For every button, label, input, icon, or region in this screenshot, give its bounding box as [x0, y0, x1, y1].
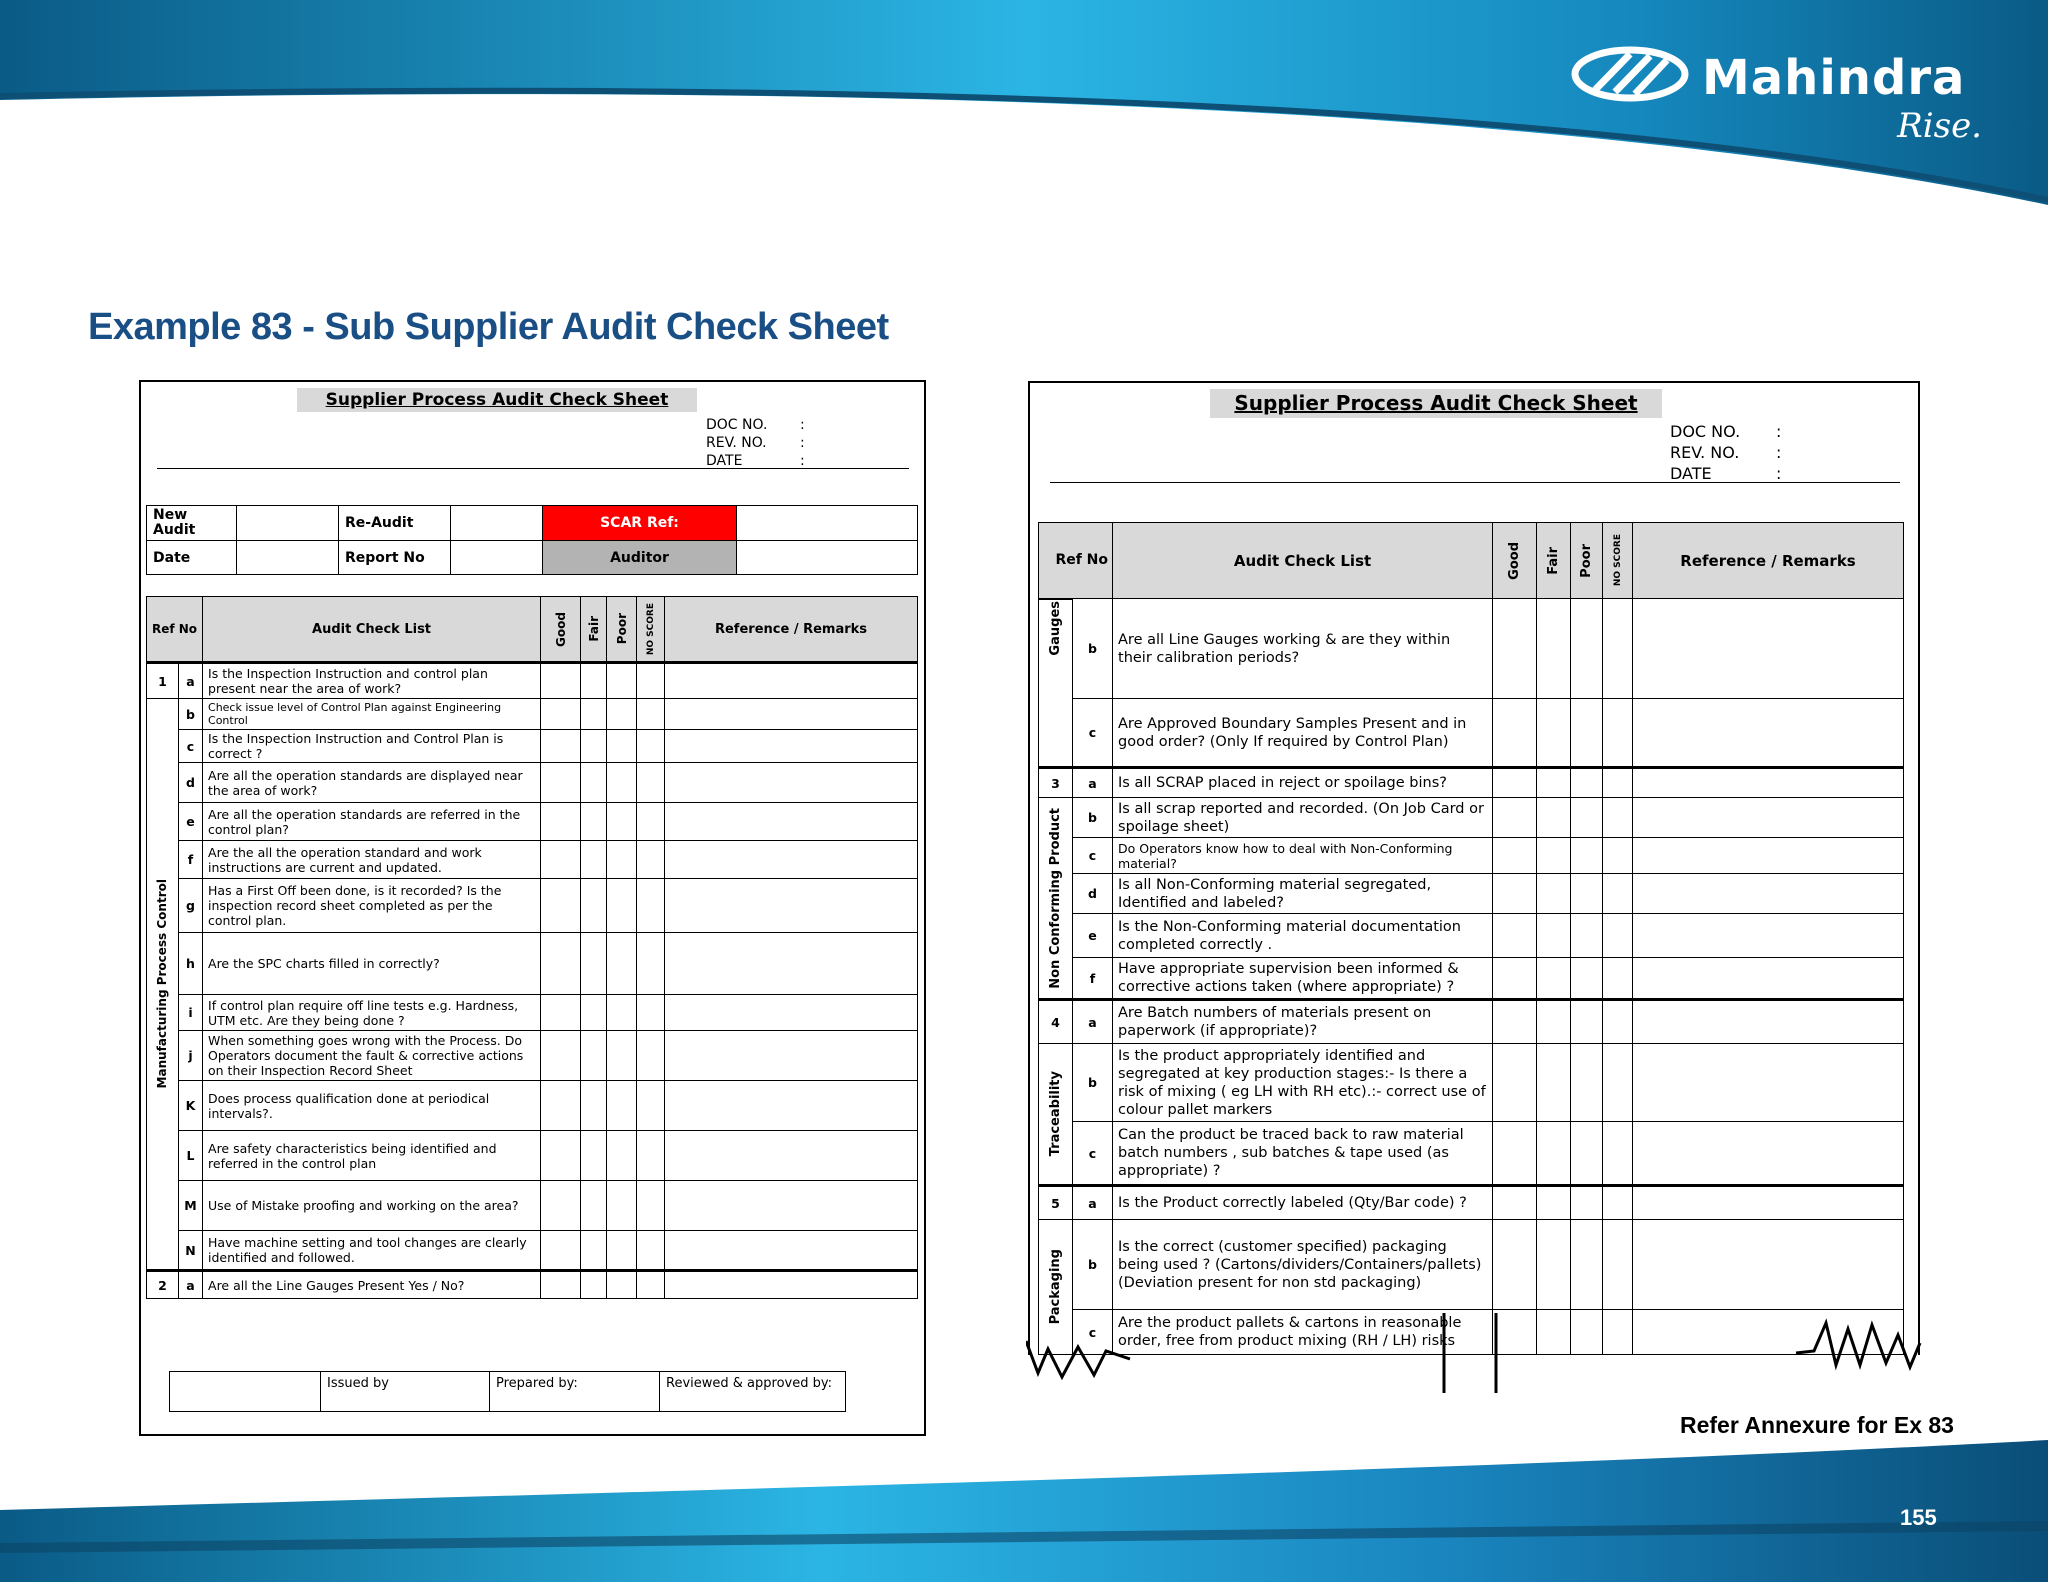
table-row: Gauges b Are all Line Gauges working & are they within their calibration periods? [1039, 599, 1904, 699]
table-row: f Are the all the operation standard and work instructions are current and updated. [147, 841, 918, 879]
section-number: 2 [147, 1271, 179, 1299]
right-audit-sheet [1028, 381, 1920, 1381]
table-row: f Have appropriate supervision been informed & corrective actions taken (where appropriate) ? [1039, 958, 1904, 1000]
brand-name: Mahindra [1702, 50, 1966, 106]
left-sheet-title: Supplier Process Audit Check Sheet [297, 388, 697, 412]
table-row: i If control plan require off line tests e.g. Hardness, UTM etc. Are they being done ? [147, 995, 918, 1031]
table-row: Packaging b Is the correct (customer specified) packaging being used ? (Cartons/dividers/Containers/pallets) (Deviation present for non std packaging) [1039, 1220, 1904, 1310]
left-audit-info-table [146, 505, 918, 575]
check-item: Is the Non-Conforming material documentation completed correctly . [1113, 914, 1493, 958]
torn-edge-decoration [1026, 1313, 1926, 1393]
check-item: When something goes wrong with the Process. Do Operators document the fault & corrective actions on their Inspection Record Sheet [203, 1031, 541, 1081]
col-no-score: NO SCORE [1603, 523, 1633, 599]
new-audit-field[interactable] [237, 506, 339, 541]
date-field[interactable] [237, 541, 339, 575]
auditor-field[interactable] [737, 541, 918, 575]
right-checklist-table [1038, 522, 1904, 1392]
check-item: If control plan require off line tests e.g. Hardness, UTM etc. Are they being done ? [203, 995, 541, 1031]
col-good: Good [1493, 523, 1537, 599]
table-row: L Are safety characteristics being identified and referred in the control plan [147, 1131, 918, 1181]
brand-tagline: Rise. [1897, 106, 1982, 146]
table-row: K Does process qualification done at periodical intervals?. [147, 1081, 918, 1131]
section-name: Packaging [1039, 1220, 1073, 1356]
check-item: Is all SCRAP placed in reject or spoilage bins? [1113, 768, 1493, 798]
table-row: 1 a Is the Inspection Instruction and control plan present near the area of work? [147, 663, 918, 699]
page-title: Example 83 - Sub Supplier Audit Check Sheet [88, 306, 889, 348]
check-item: Is all Non-Conforming material segregated, Identified and labeled? [1113, 874, 1493, 914]
mahindra-logo [1570, 44, 1990, 154]
check-item: Are all the operation standards are referred in the control plan? [203, 803, 541, 841]
table-row: 4 a Are Batch numbers of materials present on paperwork (if appropriate)? [1039, 1000, 1904, 1044]
page-number: 155 [1900, 1505, 1937, 1530]
table-row: Traceability b Is the product appropriately identified and segregated at key production stages:- Is there a risk of mixing ( eg LH with RH etc).:- correct use of colour pallet markers [1039, 1044, 1904, 1122]
reviewed-by: Reviewed & approved by: [660, 1372, 846, 1412]
report-no-field[interactable] [451, 541, 543, 575]
check-item: Use of Mistake proofing and working on the area? [203, 1181, 541, 1231]
check-item: Is the Inspection Instruction and Control Plan is correct ? [203, 730, 541, 763]
date-label: Date [147, 541, 237, 575]
scar-ref-field[interactable] [737, 506, 918, 541]
table-row: c Is the Inspection Instruction and Control Plan is correct ? [147, 730, 918, 763]
mahindra-emblem-icon [1570, 44, 1690, 104]
check-item: Have appropriate supervision been informed & corrective actions taken (where appropriate) ? [1113, 958, 1493, 1000]
col-poor: Poor [1571, 523, 1603, 599]
check-item: Has a First Off been done, is it recorded? Is the inspection record sheet completed as per the control plan. [203, 879, 541, 933]
check-item: Does process qualification done at periodical intervals?. [203, 1081, 541, 1131]
table-row: M Use of Mistake proofing and working on the area? [147, 1181, 918, 1231]
auditor-label: Auditor [543, 541, 737, 575]
section-name: Traceability [1039, 1044, 1073, 1186]
col-audit-check-list: Audit Check List [1113, 523, 1493, 599]
check-item: Are Approved Boundary Samples Present and in good order? (Only If required by Control Plan) [1113, 699, 1493, 768]
check-item: Is the Inspection Instruction and control plan present near the area of work? [203, 663, 541, 699]
issued-by: Issued by [321, 1372, 490, 1412]
col-fair: Fair [1537, 523, 1571, 599]
remarks-cell[interactable] [665, 663, 918, 699]
col-ref-no: Ref No [147, 597, 203, 663]
col-reference-remarks: Reference / Remarks [1633, 523, 1904, 599]
section-number: 3 [1039, 768, 1073, 798]
table-row: j When something goes wrong with the Process. Do Operators document the fault & corrective actions on their Inspection Record Sheet [147, 1031, 918, 1081]
col-ref-no: Ref No [1039, 523, 1113, 599]
section-number: 5 [1039, 1186, 1073, 1220]
check-item: Are the product pallets & cartons in reasonable order, free from product mixing (RH / LH) risks [1113, 1310, 1493, 1356]
score-cell[interactable] [541, 663, 581, 699]
re-audit-label: Re-Audit [339, 506, 451, 541]
table-row: N Have machine setting and tool changes are clearly identified and followed. [147, 1231, 918, 1271]
table-row: e Is the Non-Conforming material documentation completed correctly . [1039, 914, 1904, 958]
table-row: c Are Approved Boundary Samples Present and in good order? (Only If required by Control Plan) [1039, 699, 1904, 768]
check-item: Are the all the operation standard and work instructions are current and updated. [203, 841, 541, 879]
col-good: Good [541, 597, 581, 663]
check-item: Do Operators know how to deal with Non-Conforming material? [1113, 838, 1493, 874]
col-reference-remarks: Reference / Remarks [665, 597, 918, 663]
col-audit-check-list: Audit Check List [203, 597, 541, 663]
scar-ref-label: SCAR Ref: [543, 506, 737, 541]
left-doc-meta: DOC NO. : REV. NO. : DATE : [706, 417, 805, 469]
col-no-score: NO SCORE [637, 597, 665, 663]
signoff-table [169, 1371, 846, 1412]
table-row: 5 a Is the Product correctly labeled (Qty/Bar code) ? [1039, 1186, 1904, 1220]
check-item: Are all the operation standards are displayed near the area of work? [203, 763, 541, 803]
col-fair: Fair [581, 597, 607, 663]
table-row: d Are all the operation standards are displayed near the area of work? [147, 763, 918, 803]
right-doc-meta: DOC NO. : REV. NO. : DATE : [1670, 422, 1782, 483]
check-item: Are Batch numbers of materials present on paperwork (if appropriate)? [1113, 1000, 1493, 1044]
check-item: Are safety characteristics being identified and referred in the control plan [203, 1131, 541, 1181]
section-number: 4 [1039, 1000, 1073, 1044]
left-checklist-table [146, 596, 918, 1299]
table-row: e Are all the operation standards are referred in the control plan? [147, 803, 918, 841]
check-item: Is the correct (customer specified) packaging being used ? (Cartons/dividers/Containers/pallets) (Deviation present for non std packaging) [1113, 1220, 1493, 1310]
table-row: Manufacturing Process Control b Check issue level of Control Plan against Engineering Control [147, 699, 918, 730]
section-name: Manufacturing Process Control [147, 699, 179, 1271]
right-sheet-title: Supplier Process Audit Check Sheet [1210, 389, 1662, 418]
check-item: Is the Product correctly labeled (Qty/Bar code) ? [1113, 1186, 1493, 1220]
check-item: Can the product be traced back to raw material batch numbers , sub batches & tape used (as appropriate) ? [1113, 1122, 1493, 1186]
check-item: Have machine setting and tool changes are clearly identified and followed. [203, 1231, 541, 1271]
prepared-by: Prepared by: [490, 1372, 660, 1412]
table-row: g Has a First Off been done, is it recorded? Is the inspection record sheet completed as per the control plan. [147, 879, 918, 933]
check-item: Are the SPC charts filled in correctly? [203, 933, 541, 995]
table-row: c Can the product be traced back to raw material batch numbers , sub batches & tape used (as appropriate) ? [1039, 1122, 1904, 1186]
new-audit-label: New Audit [147, 506, 237, 541]
report-no-label: Report No [339, 541, 451, 575]
table-row: h Are the SPC charts filled in correctly? [147, 933, 918, 995]
section-name: Non Conforming Product [1039, 798, 1073, 1000]
check-item: Is all scrap reported and recorded. (On Job Card or spoilage sheet) [1113, 798, 1493, 838]
check-item: Are all the Line Gauges Present Yes / No? [203, 1271, 541, 1299]
check-item: Check issue level of Control Plan against Engineering Control [203, 699, 541, 730]
table-row: d Is all Non-Conforming material segregated, Identified and labeled? [1039, 874, 1904, 914]
table-row: c Do Operators know how to deal with Non-Conforming material? [1039, 838, 1904, 874]
section-name: Gauges [1039, 599, 1073, 768]
col-poor: Poor [607, 597, 637, 663]
section-number: 1 [147, 663, 179, 699]
table-row: 3 a Is all SCRAP placed in reject or spoilage bins? [1039, 768, 1904, 798]
check-item: Are all Line Gauges working & are they within their calibration periods? [1113, 599, 1493, 699]
table-row: c Are the product pallets & cartons in reasonable order, free from product mixing (RH / LH) risks [1039, 1310, 1904, 1356]
annexure-note: Refer Annexure for Ex 83 [1680, 1412, 1954, 1438]
right-header-rule [1050, 482, 1900, 483]
table-row: 2 a Are all the Line Gauges Present Yes / No? [147, 1271, 918, 1299]
check-item: Is the product appropriately identified and segregated at key production stages:- Is there a risk of mixing ( eg LH with RH etc).:- correct use of colour pallet markers [1113, 1044, 1493, 1122]
re-audit-field[interactable] [451, 506, 543, 541]
left-audit-sheet [139, 380, 926, 1436]
left-header-rule [157, 468, 909, 469]
table-row: Non Conforming Product b Is all scrap reported and recorded. (On Job Card or spoilage sheet) [1039, 798, 1904, 838]
bottom-banner [0, 1430, 2048, 1582]
